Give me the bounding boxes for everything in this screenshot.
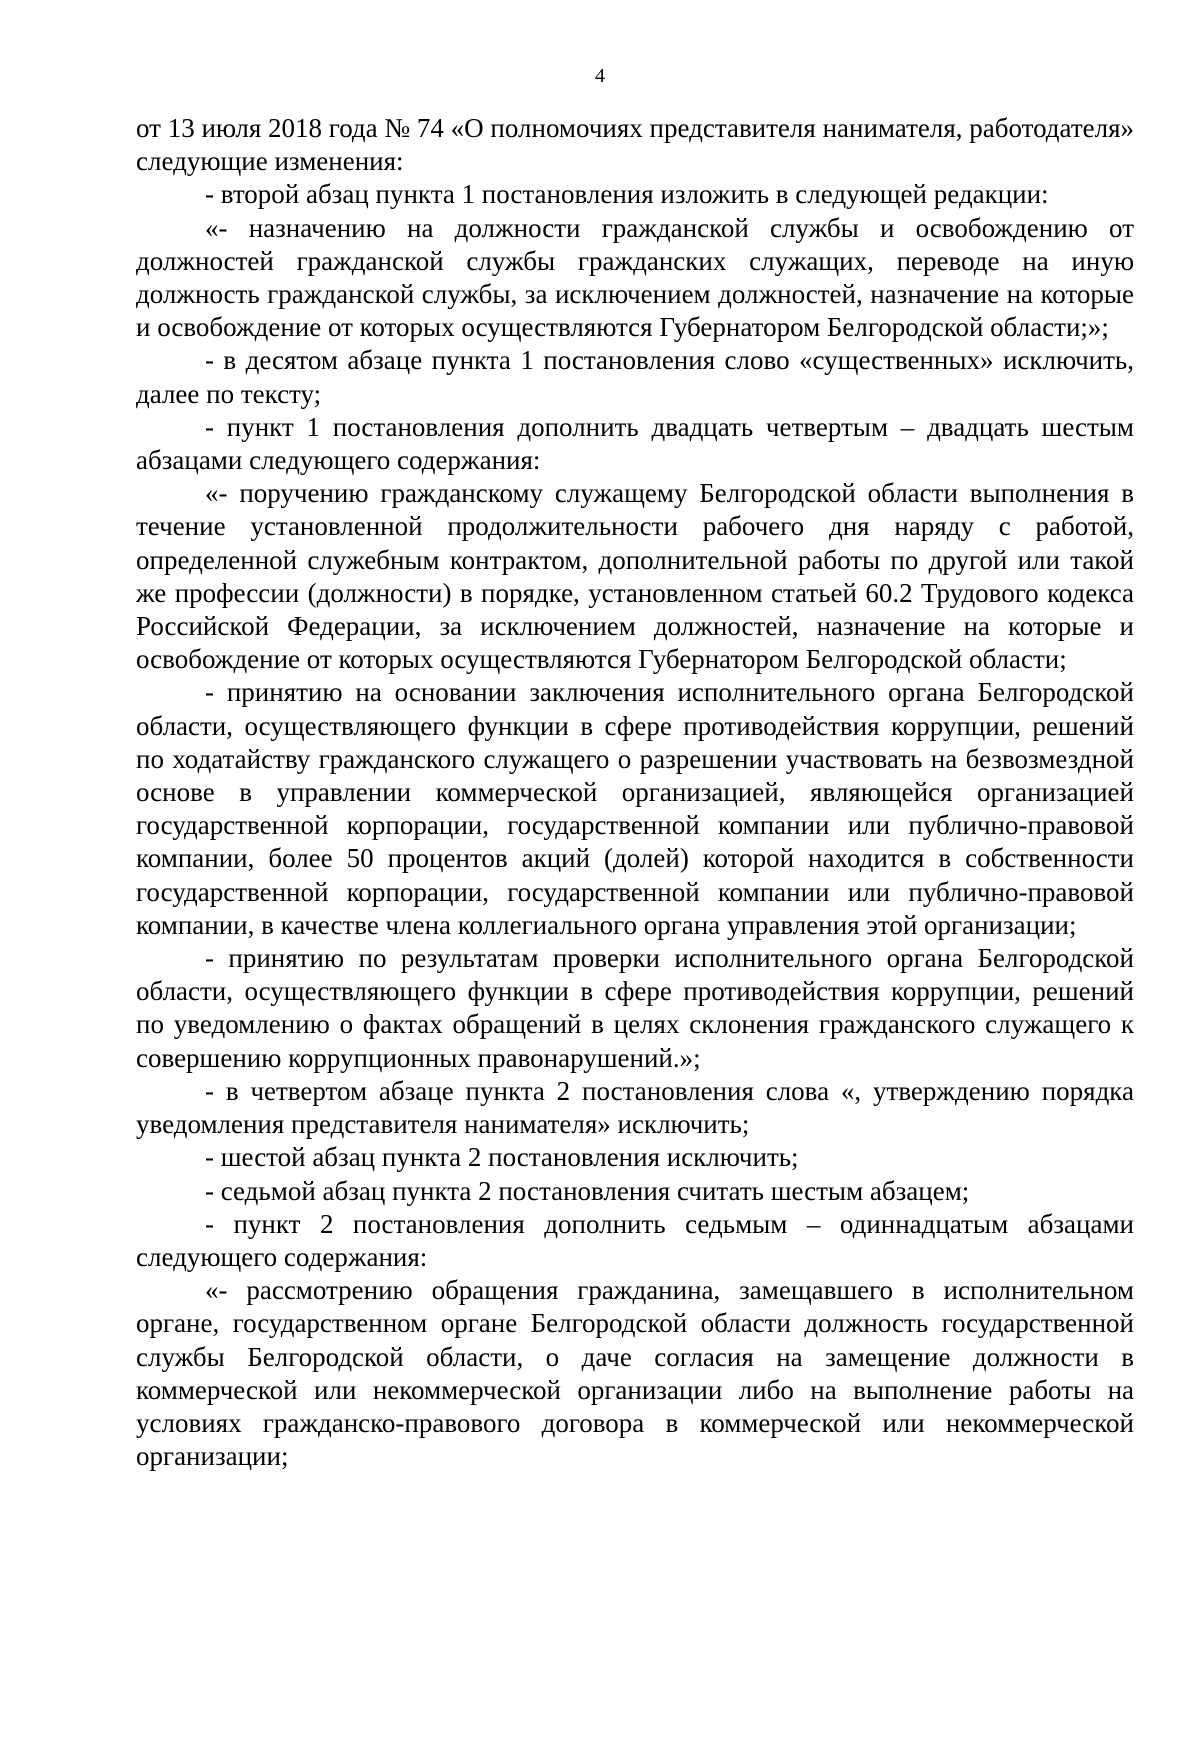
paragraph-quoted-assignment: «- поручению гражданскому служащему Белгородской области выполнения в течение установленной продолжительности рабочего дня наряду с работой, определенной служебным контрактом, дополнительной работы по другой или такой же профессии (должности) в порядке, установленном статьей 60.2 Трудового кодекса Российской Федерации, за исключением должностей, назначение на которые и освобождение от которых осуществляются Губернатором Белгородской области; — [136, 478, 1134, 675]
paragraph-item-2-seventh-abzac: - седьмой абзац пункта 2 постановления считать шестым абзацем; — [205, 1175, 970, 1206]
paragraph-item-2-sixth-abzac: - шестой абзац пункта 2 постановления исключить; — [205, 1142, 799, 1173]
paragraph-quoted-citizen-appeal: «- рассмотрению обращения гражданина, замещавшего в исполнительном органе, государственном органе Белгородской области должность государственной службы Белгородской области, о даче согласия на замещение должности в коммерческой или некоммерческой организации либо на выполнение работы на условиях гражданско-правового договора в коммерческой или некоммерческой организации; — [136, 1275, 1134, 1472]
paragraph-item-1-second-abzac: - второй абзац пункта 1 постановления изложить в следующей редакции: — [205, 179, 1049, 210]
paragraph-quoted-management-permission: - принятию на основании заключения исполнительного органа Белгородской области, осуществляющего функции в сфере противодействия коррупции, решений по ходатайству гражданского служащего о разрешении участвовать на безвозмездной основе в управлении коммерческой организацией, являющейся организацией государственной корпорации, государственной компании или публично-правовой компании, более 50 процентов акций (долей) которой находится в собственности государственной корпорации, государственной компании или публично-правовой компании, в качестве члена коллегиального органа управления этой организации; — [136, 677, 1134, 940]
paragraph-item-2-addition: - пункт 2 постановления дополнить седьмым – одиннадцатым абзацами следующего содержания: — [136, 1208, 1134, 1272]
paragraph-item-1-tenth-abzac: - в десятом абзаце пункта 1 постановления слово «существенных» исключить, далее по тексту; — [136, 345, 1134, 409]
page-number: 4 — [595, 65, 605, 87]
paragraph-quoted-appointment: «- назначению на должности гражданской службы и освобождению от должностей гражданской службы гражданских служащих, переводе на иную должность гражданской службы, за исключением должностей, назначение на которые и освобождение от которых осуществляются Губернатором Белгородской области;»; — [136, 212, 1134, 343]
paragraph-item-2-fourth-abzac: - в четвертом абзаце пункта 2 постановления слова «, утверждению порядка уведомления представителя нанимателя» исключить; — [136, 1075, 1134, 1140]
document-body — [136, 112, 1134, 1473]
paragraph-quoted-corruption-notice: - принятию по результатам проверки исполнительного органа Белгородской области, осуществляющего функции в сфере противодействия коррупции, решений по уведомлению о фактах обращений в целях склонения гражданского служащего к совершению коррупционных правонарушений.»; — [136, 943, 1134, 1073]
paragraph-resolution-reference: от 13 июля 2018 года № 74 «О полномочиях представителя нанимателя, работодателя» следующие изменения: — [136, 113, 1134, 177]
paragraph-item-1-addition: - пункт 1 постановления дополнить двадцать четвертым – двадцать шестым абзацами следующего содержания: — [136, 411, 1134, 476]
